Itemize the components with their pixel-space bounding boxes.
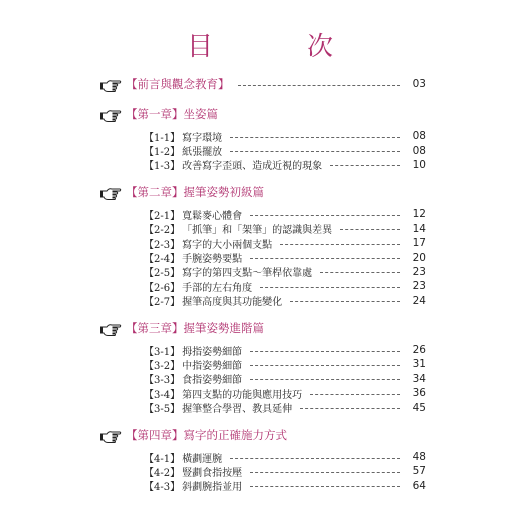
page-number: 23 (412, 265, 426, 278)
pointing-hand-icon (100, 321, 122, 335)
dotted-leader (290, 301, 400, 302)
dotted-leader (250, 472, 400, 473)
page-number: 20 (412, 251, 426, 264)
page-number: 31 (412, 358, 426, 371)
item-title: 豎劃食指按壓 (182, 467, 243, 479)
item-code: 【2-6】 (144, 282, 181, 294)
page-number: 03 (412, 78, 426, 90)
item-title: 橫劃運腕 (182, 453, 223, 465)
page-number: 57 (412, 465, 426, 478)
section-title: 【第四章】寫字的正確施力方式 (126, 427, 287, 442)
pointing-hand-icon (100, 77, 122, 91)
dotted-leader (330, 165, 400, 166)
dotted-leader (230, 151, 400, 152)
dotted-leader (250, 379, 400, 380)
toc-item (144, 450, 426, 464)
toc-item-list (144, 207, 426, 308)
section-title: 【前言與觀念教育】 (126, 77, 230, 91)
item-title: 握筆高度與其功能變化 (182, 297, 283, 309)
item-title: 斜劃腕指並用 (182, 482, 243, 494)
toc-item-list (144, 450, 426, 493)
page-number: 24 (412, 294, 426, 307)
toc-section-heading (126, 184, 426, 200)
item-code: 【4-3】 (144, 482, 181, 494)
item-code: 【3-5】 (144, 404, 181, 416)
dotted-leader (310, 394, 400, 395)
item-title: 改善寫字歪頭、造成近視的現象 (182, 161, 323, 173)
toc-item (144, 265, 426, 279)
toc-item (144, 129, 426, 143)
item-title: 握筆整合學習、教具延伸 (182, 404, 293, 416)
dotted-leader (250, 365, 400, 366)
item-title: 食指姿勢細節 (182, 375, 243, 387)
item-title: 寫字的大小兩個支點 (182, 239, 273, 251)
item-code: 【4-2】 (144, 467, 181, 479)
item-code: 【3-1】 (144, 346, 181, 358)
toc-item (144, 357, 426, 371)
page-number: 08 (412, 144, 426, 157)
page-number: 26 (412, 344, 426, 357)
item-title: 手腕姿勢要點 (182, 254, 243, 266)
page-number: 36 (412, 387, 426, 400)
dotted-leader (230, 458, 400, 459)
toc-section-heading (126, 320, 426, 336)
item-title: 寫字的第四支點～筆桿依靠處 (182, 268, 313, 280)
item-title: 手部的左右角度 (182, 282, 253, 294)
page-number: 10 (412, 158, 426, 171)
item-code: 【2-3】 (144, 239, 181, 251)
toc-item (144, 372, 426, 386)
dotted-leader (250, 351, 400, 352)
item-title: 第四支點的功能與應用技巧 (182, 389, 303, 401)
item-title: 紙張擺放 (182, 147, 223, 159)
dotted-leader (260, 287, 400, 288)
toc-item (144, 400, 426, 414)
toc-item (144, 143, 426, 157)
toc-section-heading (126, 76, 426, 92)
toc-item (144, 236, 426, 250)
dotted-leader (238, 85, 401, 86)
item-code: 【2-4】 (144, 254, 181, 266)
pointing-hand-icon (100, 428, 122, 442)
item-title: 寫字環境 (182, 132, 223, 144)
toc-item (144, 279, 426, 293)
page-title: 目 次 (186, 32, 367, 62)
item-code: 【3-4】 (144, 389, 181, 401)
item-code: 【1-3】 (144, 161, 181, 173)
toc-item (144, 294, 426, 308)
item-code: 【1-2】 (144, 147, 181, 159)
item-code: 【3-2】 (144, 361, 181, 372)
page-number: 14 (412, 222, 426, 235)
toc-item (144, 386, 426, 400)
toc-item-list (144, 129, 426, 172)
item-code: 【2-2】 (144, 225, 181, 237)
toc-item (144, 222, 426, 236)
toc-item (144, 464, 426, 478)
item-code: 【2-7】 (144, 297, 181, 309)
toc-item (144, 158, 426, 172)
toc-section-heading (126, 106, 426, 122)
page-number: 08 (412, 130, 426, 143)
item-code: 【4-1】 (144, 453, 181, 465)
page-number: 48 (412, 451, 426, 464)
item-code: 【3-3】 (144, 375, 181, 387)
dotted-leader (250, 258, 400, 259)
toc-item (144, 343, 426, 357)
page-number: 34 (412, 372, 426, 385)
item-code: 【2-1】 (144, 210, 181, 222)
page-number: 45 (412, 401, 426, 414)
table-of-contents (126, 76, 426, 505)
pointing-hand-icon (100, 185, 122, 199)
item-code: 【1-1】 (144, 132, 181, 144)
toc-item (144, 250, 426, 264)
dotted-leader (250, 486, 400, 487)
pointing-hand-icon (100, 107, 122, 121)
section-title: 【第二章】握筆姿勢初級篇 (126, 185, 264, 200)
item-title: 寬鬆麥心體會 (182, 210, 243, 222)
dotted-leader (250, 215, 400, 216)
toc-item-list (144, 343, 426, 415)
item-title: 中指姿勢細節 (182, 361, 243, 372)
dotted-leader (320, 272, 400, 273)
dotted-leader (280, 244, 400, 245)
toc-section-heading (126, 427, 426, 443)
page-number: 23 (412, 280, 426, 293)
item-title: 拇指姿勢細節 (182, 346, 243, 358)
dotted-leader (300, 408, 400, 409)
section-title: 【第一章】坐姿篇 (126, 107, 218, 121)
page-number: 17 (412, 237, 426, 250)
item-code: 【2-5】 (144, 268, 181, 280)
item-title: 「抓筆」和「架筆」的認識與差異 (182, 225, 333, 237)
page-number: 64 (412, 479, 426, 492)
toc-item (144, 479, 426, 493)
dotted-leader (340, 229, 400, 230)
dotted-leader (230, 137, 400, 138)
toc-item (144, 207, 426, 221)
section-title: 【第三章】握筆姿勢進階篇 (126, 320, 264, 335)
page-number: 12 (412, 208, 426, 221)
